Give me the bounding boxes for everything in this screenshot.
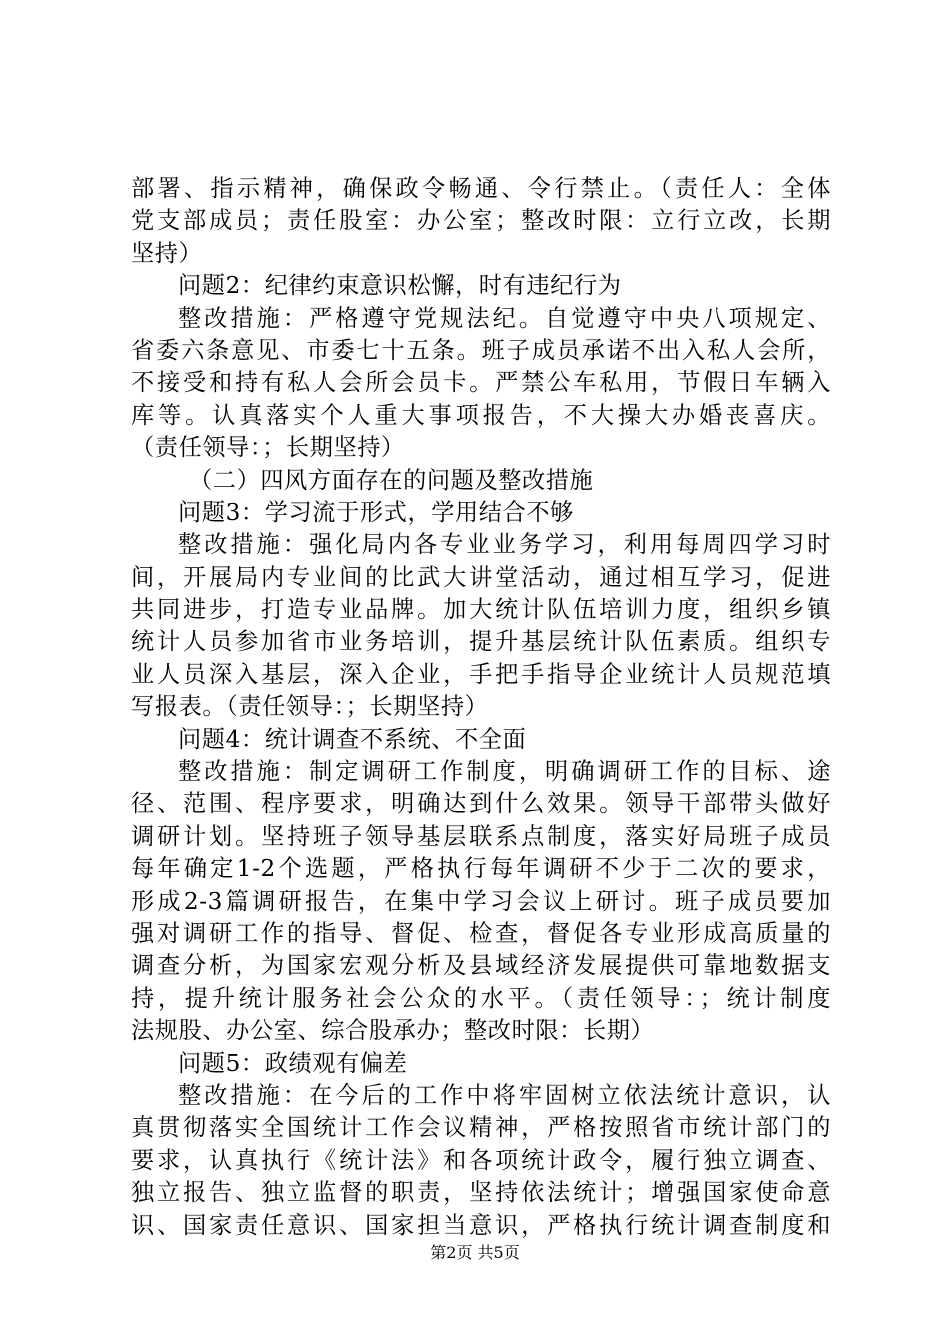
problem-heading: 问题3：学习流于形式，学用结合不够 xyxy=(178,498,574,526)
body-line: 党支部成员；责任股室：办公室；整改时限：立行立改，长期 xyxy=(131,207,831,235)
body-line: 共同进步，打造专业品牌。加大统计队伍培训力度，组织乡镇 xyxy=(131,596,831,624)
body-line: 独立报告、独立监督的职责，坚持依法统计；增强国家使命意 xyxy=(131,1179,831,1207)
body-line: 形成2-3篇调研报告，在集中学习会议上研讨。班子成员要加 xyxy=(131,887,831,915)
body-line: 整改措施：在今后的工作中将牢固树立依法统计意识，认 xyxy=(178,1081,831,1109)
problem-heading: 问题2：纪律约束意识松懈，时有违纪行为 xyxy=(178,272,622,300)
body-line: 写报表。（责任领导：；长期坚持） xyxy=(131,693,489,721)
body-line: 库等。认真落实个人重大事项报告，不大操大办婚丧喜庆。 xyxy=(131,401,831,429)
problem-heading: 问题4：统计调查不系统、不全面 xyxy=(178,725,527,753)
body-line: 统计人员参加省市业务培训，提升基层统计队伍素质。组织专 xyxy=(131,628,831,656)
body-line: 业人员深入基层，深入企业，手把手指导企业统计人员规范填 xyxy=(131,660,831,688)
body-line: 识、国家责任意识、国家担当意识，严格执行统计调查制度和 xyxy=(131,1211,831,1239)
body-line: 省委六条意见、市委七十五条。班子成员承诺不出入私人会所， xyxy=(131,336,831,364)
problem-heading: 问题5：政绩观有偏差 xyxy=(178,1049,408,1077)
body-line: 整改措施：严格遵守党规法纪。自觉遵守中央八项规定、 xyxy=(178,304,831,332)
body-line: 调查分析，为国家宏观分析及县域经济发展提供可靠地数据支 xyxy=(131,952,831,980)
body-line: 整改措施：强化局内各专业业务学习，利用每周四学习时 xyxy=(178,531,831,559)
body-line: 法规股、办公室、综合股承办；整改时限：长期） xyxy=(131,1017,655,1045)
body-line: 调研计划。坚持班子领导基层联系点制度，落实好局班子成员 xyxy=(131,822,831,850)
body-line: （责任领导：；长期坚持） xyxy=(131,434,405,462)
body-line: 强对调研工作的指导、督促、检查，督促各专业形成高质量的 xyxy=(131,919,831,947)
body-line: 持，提升统计服务社会公众的水平。（责任领导：；统计制度 xyxy=(131,984,831,1012)
body-line: 部署、指示精神，确保政令畅通、令行禁止。（责任人：全体 xyxy=(131,175,831,202)
body-line: 径、范围、程序要求，明确达到什么效果。领导干部带头做好 xyxy=(131,790,831,818)
body-line: 要求，认真执行《统计法》和各项统计政令，履行独立调查、 xyxy=(131,1146,831,1174)
body-line: 真贯彻落实全国统计工作会议精神，严格按照省市统计部门的 xyxy=(131,1114,831,1142)
body-line: 间，开展局内专业间的比武大讲堂活动，通过相互学习，促进 xyxy=(131,563,831,591)
body-line: 每年确定1-2个选题，严格执行每年调研不少于二次的要求， xyxy=(131,855,831,883)
document-body xyxy=(131,173,831,1242)
body-line: 整改措施：制定调研工作制度，明确调研工作的目标、途 xyxy=(178,758,831,786)
body-line: 不接受和持有私人会所会员卡。严禁公车私用，节假日车辆入 xyxy=(131,369,831,397)
section-heading: （二）四风方面存在的问题及整改措施 xyxy=(189,466,594,494)
body-line: 坚持） xyxy=(131,239,203,267)
page-footer: 第2页 共5页 xyxy=(430,1243,520,1262)
